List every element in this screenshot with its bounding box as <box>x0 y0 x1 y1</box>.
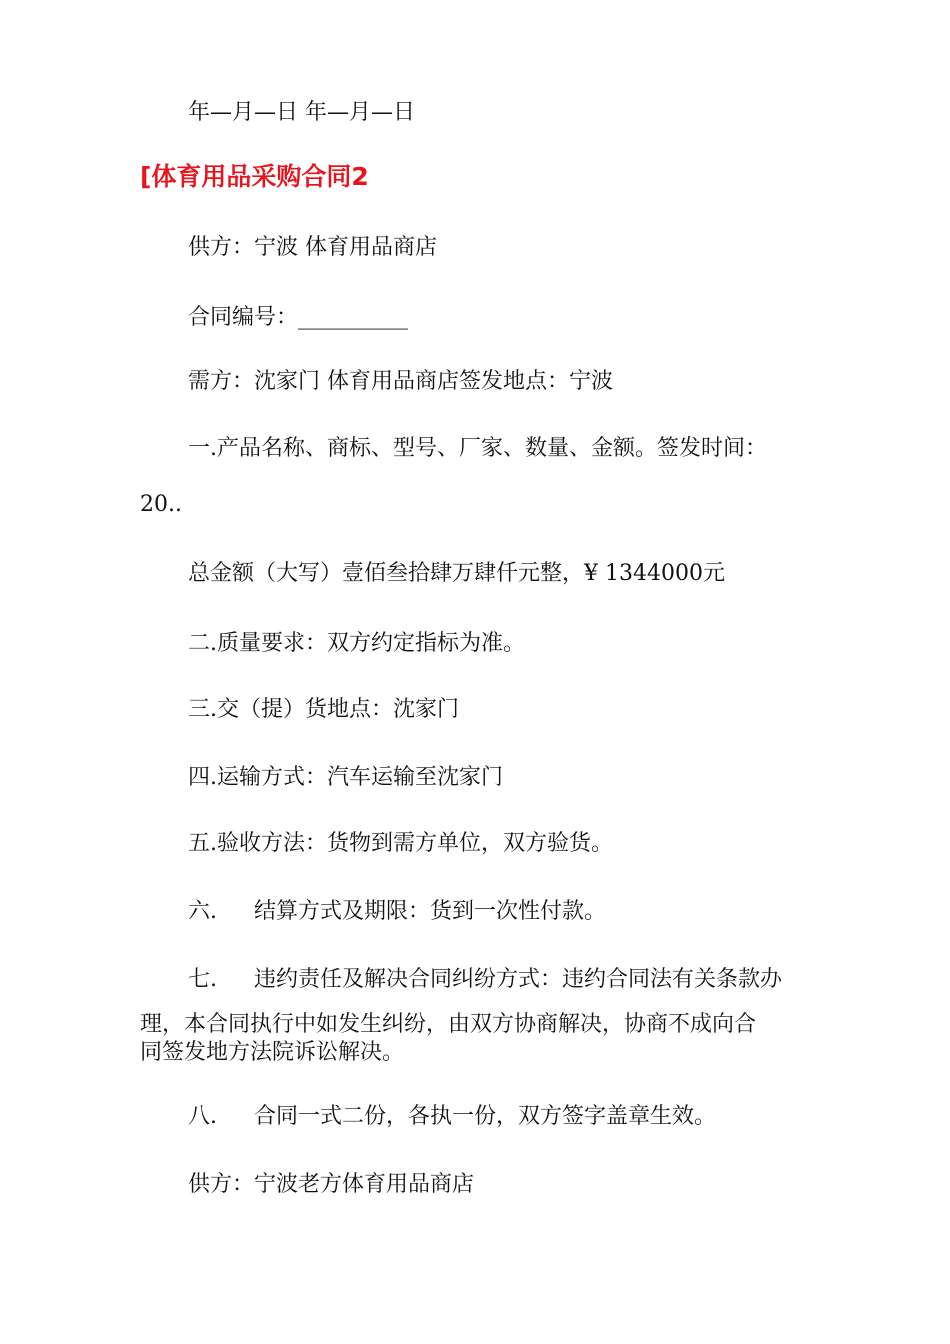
contract-number-line <box>188 303 408 333</box>
clause-6 <box>188 897 606 927</box>
clause-1: 一.产品名称、商标、型号、厂家、数量、金额。签发时间： <box>188 436 767 461</box>
clause-5: 五.验收方法：货物到需方单位，双方验货。 <box>188 831 613 856</box>
clause-1-continuation: 20.. <box>140 492 182 517</box>
clause-7-continuation-2: 同签发地方法院诉讼解决。 <box>140 1040 405 1065</box>
clause-2: 二.质量要求：双方约定指标为准。 <box>188 631 525 656</box>
clause-7-text: 违约责任及解决合同纠纷方式：违约合同法有关条款办 <box>254 967 783 992</box>
contract-number-label: 合同编号： <box>188 305 299 330</box>
clause-6-text: 结算方式及期限：货到一次性付款。 <box>254 899 607 924</box>
supplier-signature-line: 供方：宁波老方体育用品商店 <box>188 1172 475 1197</box>
contract-title: [体育用品采购合同2 <box>140 162 369 191</box>
clause-4: 四.运输方式：汽车运输至沈家门 <box>188 765 503 790</box>
clause-8-number: 八. <box>188 1104 217 1129</box>
clause-7 <box>188 965 782 995</box>
supplier-line: 供方：宁波 体育用品商店 <box>188 235 437 260</box>
clause-7-continuation-1: 理，本合同执行中如发生纠纷，由双方协商解决，协商不成向合 <box>140 1012 757 1037</box>
date-line: 年—月—日 年—月—日 <box>188 100 415 125</box>
buyer-line: 需方：沈家门 体育用品商店签发地点：宁波 <box>188 369 613 394</box>
clause-8 <box>188 1102 716 1132</box>
clause-7-number: 七. <box>188 967 217 992</box>
clause-8-text: 合同一式二份，各执一份，双方签字盖章生效。 <box>254 1104 717 1129</box>
total-amount-line: 总金额（大写）壹佰叁拾肆万肆仟元整，¥ 1344000元 <box>188 561 725 586</box>
contract-number-blank: __________ <box>298 305 409 330</box>
clause-3: 三.交（提）货地点：沈家门 <box>188 697 459 722</box>
clause-6-number: 六. <box>188 899 217 924</box>
